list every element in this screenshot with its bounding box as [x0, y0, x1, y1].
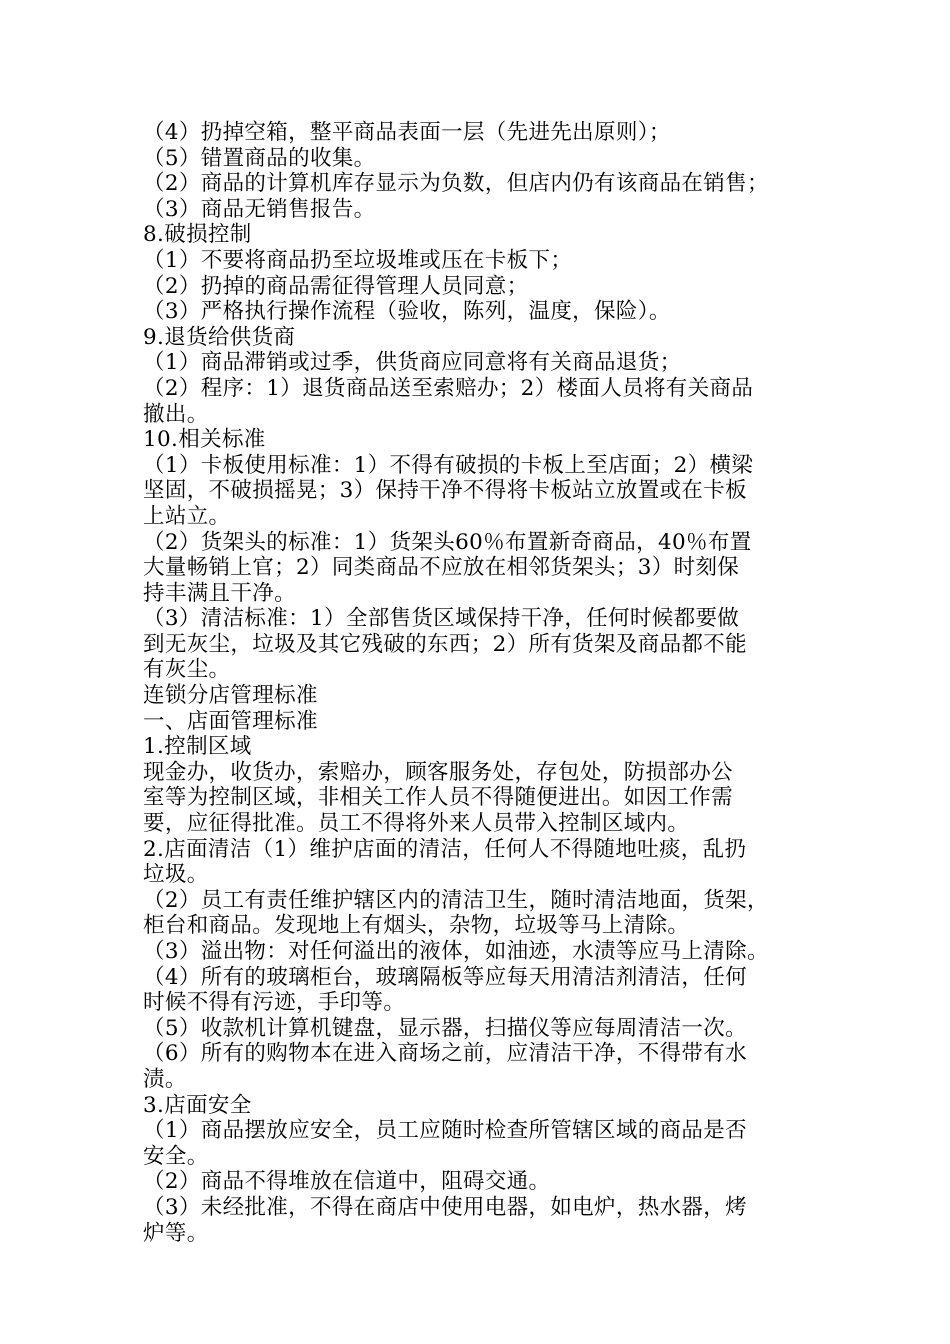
text-line: （2）商品不得堆放在信道中，阻碍交通。: [143, 1169, 551, 1195]
text-line: （2）商品的计算机库存显示为负数，但店内仍有该商品在销售；: [143, 171, 769, 197]
text-line: 持丰满且干净。: [143, 580, 296, 606]
text-line: （3）清洁标准：1）全部售货区域保持干净，任何时候都要做: [143, 606, 740, 632]
text-line: 室等为控制区域，非相关工作人员不得随便进出。如因工作需: [143, 785, 733, 811]
text-line: 炉等。: [143, 1220, 209, 1246]
section-heading: 3.店面安全: [143, 1092, 252, 1118]
text-line: 垃圾。: [143, 862, 209, 888]
text-line: （5）错置商品的收集。: [143, 145, 376, 171]
text-line: （3）商品无销售报告。: [143, 196, 376, 222]
text-line: 上站立。: [143, 503, 231, 529]
section-heading: 9.退货给供货商: [143, 324, 296, 350]
text-line: 要，应征得批准。员工不得将外来人员带入控制区域内。: [143, 811, 690, 837]
text-line: 撤出。: [143, 401, 209, 427]
text-line: 安全。: [143, 1143, 209, 1169]
text-line: 坚固，不破损摇晃；3）保持干净不得将卡板站立放置或在卡板: [143, 478, 747, 504]
text-line: 有灰尘。: [143, 657, 231, 683]
text-line: （2）扔掉的商品需征得管理人员同意；: [143, 273, 529, 299]
text-line: （1）卡板使用标准：1）不得有破损的卡板上至店面；2）横梁: [143, 452, 754, 478]
text-line: （4）扔掉空箱，整平商品表面一层（先进先出原则）；: [143, 120, 671, 145]
text-line: （5）收款机计算机键盘，显示器，扫描仪等应每周清洁一次。: [143, 1015, 747, 1041]
document-title: 连锁分店管理标准: [143, 683, 318, 709]
section-heading: 一、店面管理标准: [143, 708, 318, 734]
section-heading: 10.相关标准: [143, 427, 266, 453]
text-line: （1）商品摆放应安全，员工应随时检查所管辖区域的商品是否: [143, 1118, 747, 1144]
document-page: [143, 120, 815, 1246]
section-heading: 8.破损控制: [143, 222, 252, 248]
text-line: （4）所有的玻璃柜台，玻璃隔板等应每天用清洁剂清洁，任何: [143, 964, 747, 990]
text-line: （2）货架头的标准：1）货架头60％布置新奇商品，40％布置: [143, 529, 752, 555]
text-line: 2.店面清洁（1）维护店面的清洁，任何人不得随地吐痰，乱扔: [143, 836, 747, 862]
text-line: （1）不要将商品扔至垃圾堆或压在卡板下；: [143, 247, 573, 273]
text-line: （2）程序：1）退货商品送至索赔办；2）楼面人员将有关商品: [143, 375, 754, 401]
text-line: 现金办，收货办，索赔办，顾客服务处，存包处，防损部办公: [143, 759, 733, 785]
text-line: （3）溢出物：对任何溢出的液体，如油迹，水渍等应马上清除。: [143, 939, 769, 964]
text-line: （1）商品滞销或过季，供货商应同意将有关商品退货；: [143, 350, 682, 376]
section-heading: 1.控制区域: [143, 734, 252, 760]
text-line: （3）严格执行操作流程（验收，陈列，温度，保险）。: [143, 299, 671, 325]
text-line: 到无灰尘，垃圾及其它残破的东西；2）所有货架及商品都不能: [143, 631, 747, 657]
text-line: 时候不得有污迹，手印等。: [143, 990, 406, 1016]
text-line: （3）未经批准，不得在商店中使用电器，如电炉，热水器，烤: [143, 1194, 747, 1220]
text-line: 大量畅销上官；2）同类商品不应放在相邻货架头；3）时刻保: [143, 555, 740, 581]
text-line: 柜台和商品。发现地上有烟头，杂物，垃圾等马上清除。: [143, 913, 690, 939]
text-line: 渍。: [143, 1066, 187, 1092]
text-line: （6）所有的购物本在进入商场之前，应清洁干净，不得带有水: [143, 1041, 747, 1067]
text-line: （2）员工有责任维护辖区内的清洁卫生，随时清洁地面，货架，: [143, 887, 769, 913]
